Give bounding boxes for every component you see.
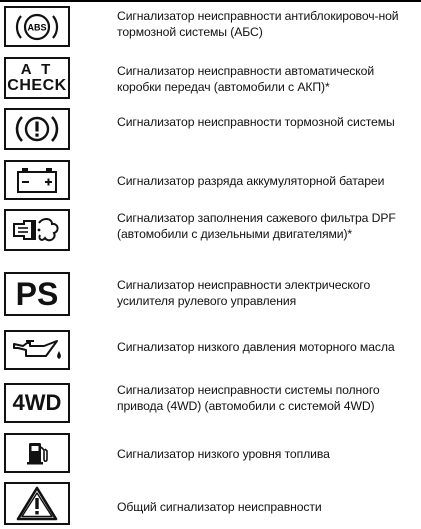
indicator-row-at-check	[0, 52, 421, 104]
indicator-description: Сигнализатор неисправности электрического усилителя рулевого управления	[117, 278, 371, 308]
indicator-description: Сигнализатор неисправности тормозной системы	[117, 115, 395, 129]
indicator-row-battery	[0, 155, 421, 205]
indicator-description: Сигнализатор разряда аккумуляторной батареи	[117, 174, 385, 188]
indicator-description: Сигнализатор низкого давления моторного масла	[117, 340, 395, 354]
indicator-row-abs	[0, 0, 421, 50]
at-check-icon-line1: A T	[20, 61, 54, 78]
indicator-description: Сигнализатор неисправности автоматической коробки передач (автомобили с АКП)*	[117, 64, 375, 94]
fuel-level-icon	[4, 433, 70, 473]
at-check-icon	[4, 57, 70, 99]
indicator-description: Сигнализатор неисправности антиблокировоч-ной тормозной системы (АБС)	[117, 9, 399, 39]
oil-pressure-icon	[4, 330, 70, 370]
indicator-row-oil	[0, 322, 421, 374]
indicator-row-master-warning	[0, 478, 421, 529]
indicator-row-4wd	[0, 379, 421, 429]
battery-icon	[4, 160, 70, 200]
indicator-description: Общий сигнализатор неисправности	[117, 500, 322, 514]
power-steering-icon	[4, 272, 70, 316]
indicator-row-fuel	[0, 428, 421, 478]
at-check-icon-line2: CHECK	[7, 77, 67, 94]
ps-icon-label: PS	[15, 276, 59, 312]
indicator-row-brake	[0, 104, 421, 154]
brake-warning-icon	[4, 108, 70, 150]
indicator-row-dpf	[0, 205, 421, 261]
indicator-row-ps	[0, 262, 421, 320]
4wd-icon-label: 4WD	[12, 390, 62, 415]
abs-icon	[4, 6, 70, 47]
indicator-description: Сигнализатор заполнения сажевого фильтра DPF (автомобили с дизельными двигателями)*	[117, 211, 396, 241]
4wd-icon	[4, 383, 70, 423]
dpf-filter-icon	[4, 209, 70, 251]
master-warning-icon	[4, 482, 70, 525]
indicator-description: Сигнализатор низкого уровня топлива	[117, 447, 330, 461]
indicator-description: Сигнализатор неисправности системы полного привода (4WD) (автомобили с системой 4WD)	[117, 383, 380, 413]
abs-icon-label: ABS	[27, 22, 47, 32]
